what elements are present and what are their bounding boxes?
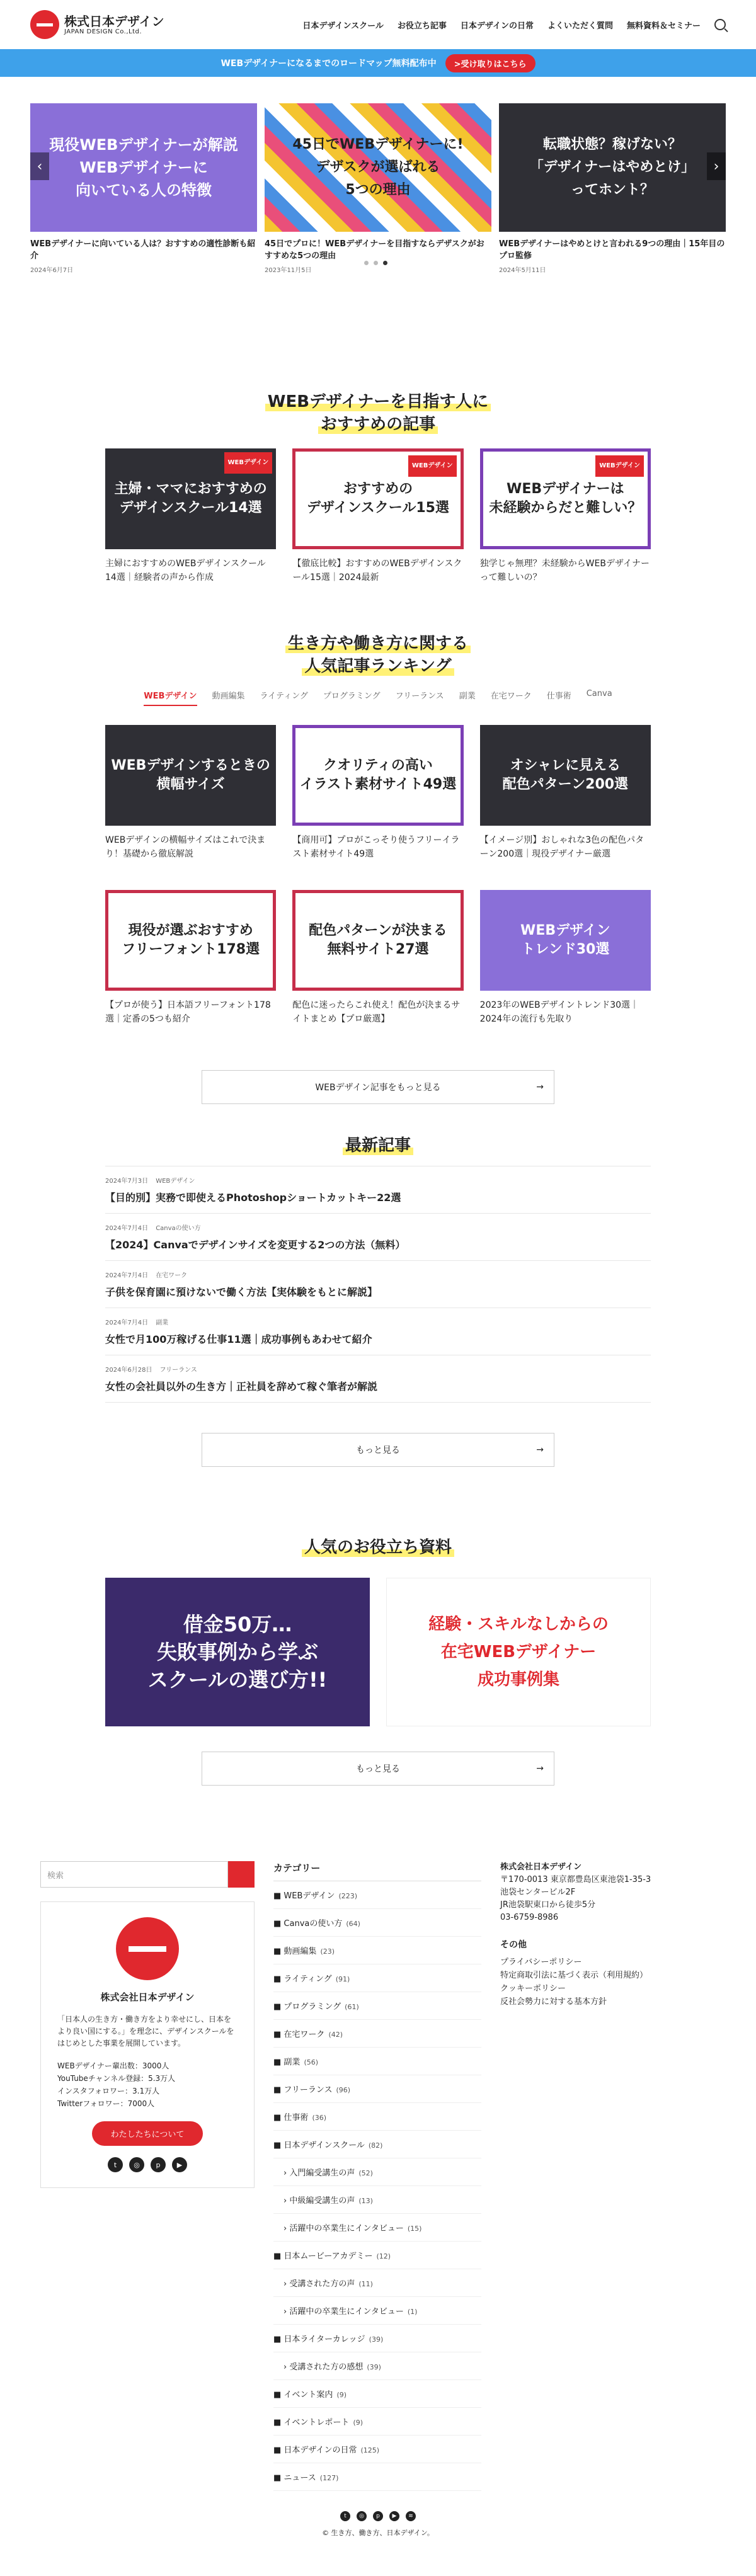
category-item[interactable] xyxy=(273,2131,481,2158)
folder-icon: ■ xyxy=(273,1919,284,1929)
category-item[interactable] xyxy=(273,2297,481,2325)
slider-prev-icon[interactable]: ‹ xyxy=(30,152,49,180)
chevron-right-icon: › xyxy=(284,2307,290,2317)
category-item[interactable] xyxy=(273,2352,481,2380)
copyright: © 生き方、働き方、日本デザイン。 xyxy=(322,2529,434,2537)
category-item[interactable] xyxy=(273,1964,481,1992)
ranking-section xyxy=(0,632,756,1104)
article-card[interactable] xyxy=(292,725,463,861)
category-label: 日本ムービーアカデミー xyxy=(284,2252,373,2261)
category-count: (127) xyxy=(319,2474,339,2482)
category-count: (9) xyxy=(336,2391,347,2399)
slide-date: 2024年6月7日 xyxy=(30,267,74,274)
footer-link-antisocial[interactable]: 反社会勢力に対する基本方針 xyxy=(500,1997,607,2007)
category-item[interactable] xyxy=(273,2075,481,2103)
site-footer xyxy=(0,1861,756,2491)
ranking-title: 生き方や働き方に関する 人気記事ランキング xyxy=(0,632,756,678)
card-title[interactable]: 独学じゃ無理？未経験からWEBデザイナーって難しいの？ xyxy=(479,559,650,583)
category-tabs xyxy=(0,689,756,706)
nav-item-school[interactable]: 日本デザインスクール xyxy=(302,21,384,31)
category-label: 日本ライターカレッジ xyxy=(284,2335,365,2344)
category-item[interactable] xyxy=(273,1881,481,1909)
youtube-icon[interactable]: ▶ xyxy=(172,2157,187,2172)
chevron-right-icon: › xyxy=(284,2279,290,2289)
card-thumbnail: WEBデザイナーは 未経験からだと難しい？ WEBデザイン xyxy=(480,448,651,549)
profile-card xyxy=(40,1901,255,2188)
folder-icon: ■ xyxy=(273,2252,284,2261)
card-thumbnail: おすすめの デザインスクール15選 WEBデザイン xyxy=(292,448,463,549)
post-category[interactable]: 副業 xyxy=(156,1319,169,1326)
category-label: ライティング xyxy=(284,1975,332,1984)
post-category[interactable]: WEBデザイン xyxy=(156,1178,195,1185)
slide-title[interactable]: WEBデザイナーはやめとけと言われる9つの理由｜15年目のプロ監修 xyxy=(499,239,725,261)
rss-icon[interactable]: ≋ xyxy=(406,2511,416,2521)
post-date: 2024年7月4日 xyxy=(105,1272,149,1279)
category-count: (52) xyxy=(358,2169,373,2177)
folder-icon: ■ xyxy=(273,2058,284,2067)
slide-item[interactable] xyxy=(265,103,491,274)
category-label: 入門編受講生の声 xyxy=(289,2169,355,2178)
folder-icon: ■ xyxy=(273,1947,284,1956)
category-label: 活躍中の卒業生にインタビュー xyxy=(289,2224,404,2233)
slide-thumbnail: 転職状態？稼げない？ 「デザイナーはやめとけ」 ってホント？ xyxy=(499,103,726,232)
category-label: 副業 xyxy=(284,2058,301,2067)
category-item[interactable] xyxy=(273,2408,481,2436)
arrow-right-icon: → xyxy=(536,1445,544,1455)
category-item[interactable] xyxy=(273,2436,481,2463)
category-label: 日本デザインの日常 xyxy=(284,2446,357,2455)
category-item[interactable] xyxy=(273,2242,481,2269)
card-title[interactable]: 【プロが使う】日本語フリーフォント178選｜定番の5つも紹介 xyxy=(105,1000,271,1024)
folder-icon: ■ xyxy=(273,2473,284,2483)
recommend-section xyxy=(0,390,756,584)
tab-programming[interactable]: プログラミング xyxy=(323,692,381,701)
slider-next-icon[interactable]: › xyxy=(707,152,726,180)
post-date: 2024年7月4日 xyxy=(105,1319,149,1326)
twitter-icon[interactable]: t xyxy=(340,2511,350,2521)
category-item[interactable] xyxy=(273,2103,481,2131)
category-label: Canvaの使い方 xyxy=(284,1919,343,1929)
chevron-right-icon: › xyxy=(284,2196,290,2206)
slide-date: 2023年11月5日 xyxy=(265,267,312,274)
folder-icon: ■ xyxy=(273,2335,284,2344)
slider-dots xyxy=(364,261,387,265)
slider-dot[interactable] xyxy=(364,261,369,265)
card-thumbnail: WEBデザイン トレンド30選 xyxy=(480,890,651,991)
post-category[interactable]: 在宅ワーク xyxy=(156,1272,188,1279)
resource-banner[interactable]: 借金50万… 失敗事例から学ぶ スクールの選び方!! xyxy=(105,1578,370,1726)
recommend-title: WEBデザイナーを目指す人に おすすめの記事 xyxy=(0,390,756,436)
tab-remote[interactable]: 在宅ワーク xyxy=(490,692,532,701)
category-item[interactable] xyxy=(273,2186,481,2214)
category-label: 動画編集 xyxy=(284,1947,317,1956)
tab-freelance[interactable]: フリーランス xyxy=(395,692,444,701)
footer-link-privacy[interactable]: プライバシーポリシー xyxy=(500,1958,582,1967)
category-label: WEBデザイン xyxy=(284,1891,335,1901)
article-card[interactable] xyxy=(105,890,276,1026)
category-item[interactable] xyxy=(273,1992,481,2020)
footer-social-links xyxy=(0,2511,756,2521)
card-thumbnail: クオリティの高い イラスト素材サイト49選 xyxy=(292,725,463,826)
category-count: (36) xyxy=(312,2114,327,2122)
site-logo[interactable] xyxy=(30,10,164,39)
phone-number[interactable]: 03-6759-8986 xyxy=(500,1913,559,1922)
category-count: (64) xyxy=(346,1920,360,1928)
post-category[interactable]: フリーランス xyxy=(159,1367,197,1374)
list-item[interactable] xyxy=(105,1214,651,1261)
footer-bottom xyxy=(0,2511,756,2538)
category-count: (125) xyxy=(360,2446,380,2454)
card-title[interactable]: 【商用可】プロがこっそり使うフリーイラスト素材サイト49選 xyxy=(292,835,460,859)
category-count: (223) xyxy=(338,1892,358,1900)
category-count: (61) xyxy=(345,2003,359,2011)
category-item[interactable] xyxy=(273,2048,481,2075)
pinterest-icon[interactable]: p xyxy=(151,2157,166,2172)
category-badge: WEBデザイン xyxy=(408,455,457,477)
folder-icon: ■ xyxy=(273,2418,284,2427)
slide-thumbnail: 45日でWEBデザイナーに! デザスクが選ばれる 5つの理由 xyxy=(265,103,491,232)
tab-canva[interactable]: Canva xyxy=(586,689,612,698)
folder-icon: ■ xyxy=(273,2085,284,2095)
post-category[interactable]: Canvaの使い方 xyxy=(156,1225,201,1232)
slider-dot[interactable] xyxy=(374,261,378,265)
category-item[interactable] xyxy=(273,1937,481,1964)
slide-title[interactable]: 45日でプロに！WEBデザイナーを目指すならデザスクがおすすめな5つの理由 xyxy=(265,239,484,261)
pinterest-icon[interactable]: p xyxy=(373,2511,383,2521)
category-count: (82) xyxy=(368,2141,383,2150)
more-latest-button[interactable]: もっと見る → xyxy=(202,1433,554,1467)
post-date: 2024年7月4日 xyxy=(105,1225,149,1232)
post-date: 2024年6月28日 xyxy=(105,1367,152,1374)
list-item[interactable] xyxy=(105,1166,651,1214)
social-links xyxy=(57,2157,238,2172)
logo-title: 株式日本デザイン xyxy=(64,13,164,29)
slide-item[interactable] xyxy=(30,103,257,274)
category-list xyxy=(273,1881,481,2491)
card-title[interactable]: 配色に迷ったらこれ使え！配色が決まるサイトまとめ【プロ厳選】 xyxy=(292,1000,461,1024)
nav-item-faq[interactable]: よくいただく質問 xyxy=(547,21,613,31)
slide-date: 2024年5月11日 xyxy=(499,267,546,274)
chevron-right-icon: › xyxy=(284,2362,290,2372)
category-count: (39) xyxy=(367,2363,381,2371)
article-card[interactable] xyxy=(105,725,276,861)
category-count: (39) xyxy=(369,2335,384,2344)
category-count: (1) xyxy=(407,2308,418,2316)
article-card[interactable] xyxy=(480,890,651,1026)
category-count: (11) xyxy=(358,2280,373,2288)
article-card[interactable] xyxy=(105,448,276,584)
folder-icon: ■ xyxy=(273,2030,284,2039)
tab-writing[interactable]: ライティング xyxy=(260,692,308,701)
post-title[interactable]: 女性の会社員以外の生き方｜正社員を辞めて稼ぐ筆者が解説 xyxy=(105,1381,378,1393)
profile-stats: WEBデザイナー輩出数：3000人 YouTubeチャンネル登録：5.3万人 インスタフォロワー：3.1万人 Twitterフォロワー：7000人 xyxy=(57,2061,176,2108)
category-count: (9) xyxy=(353,2419,364,2427)
banner-button[interactable]: >受け取りはこちら xyxy=(445,54,536,72)
list-item[interactable] xyxy=(105,1355,651,1403)
category-item[interactable] xyxy=(273,2325,481,2352)
list-item[interactable] xyxy=(105,1308,651,1355)
folder-icon: ■ xyxy=(273,2446,284,2455)
tab-video[interactable]: 動画編集 xyxy=(212,692,245,701)
featured-slider xyxy=(0,77,756,272)
latest-section xyxy=(0,1134,756,1467)
youtube-icon[interactable]: ▶ xyxy=(389,2511,399,2521)
article-card[interactable] xyxy=(480,448,651,584)
category-item[interactable] xyxy=(273,2214,481,2242)
category-label: 在宅ワーク xyxy=(284,2030,325,2039)
profile-desc: 「日本人の生き方・働き方をより幸せにし、日本をより良い国にする。」を理念に、デザインスクールをはじめとした事業を展開しています。 xyxy=(57,2015,234,2048)
chevron-right-icon: › xyxy=(284,2224,290,2233)
category-label: 日本デザインスクール xyxy=(284,2141,365,2150)
category-count: (23) xyxy=(320,1947,335,1956)
other-heading: その他 xyxy=(500,1940,527,1950)
profile-name: 株式会社日本デザイン xyxy=(100,1992,195,2003)
search-icon[interactable] xyxy=(714,19,726,30)
category-item[interactable] xyxy=(273,2020,481,2048)
card-title[interactable]: 【徹底比較】おすすめのWEBデザインスクール15選｜2024最新 xyxy=(292,559,462,583)
slide-title[interactable]: WEBデザイナーに向いている人は？おすすめの適性診断も紹介 xyxy=(30,239,256,261)
post-date: 2024年7月3日 xyxy=(105,1178,149,1185)
resources-section xyxy=(0,1536,756,1786)
main-nav xyxy=(302,19,726,31)
category-item[interactable] xyxy=(273,2269,481,2297)
twitter-icon[interactable]: t xyxy=(108,2157,123,2172)
promo-banner[interactable] xyxy=(0,49,756,77)
arrow-right-icon: → xyxy=(536,1082,544,1092)
folder-icon: ■ xyxy=(273,1975,284,1984)
category-count: (13) xyxy=(358,2197,373,2205)
category-badge: WEBデザイン xyxy=(595,455,644,477)
search-icon[interactable] xyxy=(228,1861,255,1888)
category-label: ニュース xyxy=(284,2473,316,2483)
avatar xyxy=(116,1917,179,1980)
article-card[interactable] xyxy=(292,890,463,1026)
tab-worktips[interactable]: 仕事術 xyxy=(546,692,571,701)
logo-icon xyxy=(30,10,59,39)
category-label: 活躍中の卒業生にインタビュー xyxy=(289,2307,404,2317)
chevron-right-icon: › xyxy=(284,2169,290,2178)
footer-link-cookie[interactable]: クッキーポリシー xyxy=(500,1984,566,1993)
arrow-right-icon: → xyxy=(536,1764,544,1774)
post-title[interactable]: 【目的別】実務で即使えるPhotoshopショートカットキー22選 xyxy=(105,1192,401,1204)
post-title[interactable]: 【2024】Canvaでデザインサイズを変更する2つの方法（無料） xyxy=(105,1239,406,1251)
more-resources-button[interactable]: もっと見る → xyxy=(202,1752,554,1786)
category-label: イベント案内 xyxy=(284,2390,333,2400)
footer-link-terms[interactable]: 特定商取引法に基づく表示（利用規約） xyxy=(500,1971,648,1980)
nav-item-articles[interactable]: お役立ち記事 xyxy=(397,21,447,31)
tab-sidejob[interactable]: 副業 xyxy=(459,692,476,701)
category-label: フリーランス xyxy=(284,2085,333,2095)
resource-banner[interactable]: 経験・スキルなしからの 在宅WEBデザイナー 成功事例集 xyxy=(386,1578,651,1726)
card-thumbnail: 配色パターンが決まる 無料サイト27選 xyxy=(292,890,463,991)
article-card[interactable] xyxy=(292,448,463,584)
category-count: (96) xyxy=(336,2086,351,2094)
latest-title: 最新記事 xyxy=(0,1134,756,1157)
category-count: (42) xyxy=(328,2031,343,2039)
category-count: (15) xyxy=(407,2225,422,2233)
search-input[interactable]: 検索 xyxy=(40,1861,228,1888)
instagram-icon[interactable]: ◎ xyxy=(357,2511,367,2521)
more-webdesign-button[interactable]: WEBデザイン記事をもっと見る → xyxy=(202,1070,554,1104)
post-title[interactable]: 女性で月100万稼げる仕事11選｜成功事例もあわせて紹介 xyxy=(105,1333,372,1345)
card-thumbnail: 主婦・ママにおすすめの デザインスクール14選 WEBデザイン xyxy=(105,448,276,549)
folder-icon: ■ xyxy=(273,2141,284,2150)
nav-item-daily[interactable]: 日本デザインの日常 xyxy=(460,21,534,31)
card-title[interactable]: 主婦におすすめのWEBデザインスクール14選｜経験者の声から作成 xyxy=(105,559,266,583)
tab-webdesign[interactable]: WEBデザイン xyxy=(144,689,197,706)
instagram-icon[interactable]: ◎ xyxy=(129,2157,144,2172)
card-thumbnail: WEBデザインするときの 横幅サイズ xyxy=(105,725,276,826)
category-item[interactable] xyxy=(273,1909,481,1937)
category-label: 仕事術 xyxy=(284,2113,309,2123)
folder-icon: ■ xyxy=(273,1891,284,1901)
banner-text: WEBデザイナーになるまでのロードマップ無料配布中 xyxy=(220,59,437,69)
category-count: (56) xyxy=(304,2058,319,2066)
category-item[interactable] xyxy=(273,2463,481,2491)
category-label: イベントレポート xyxy=(284,2418,350,2427)
category-item[interactable] xyxy=(273,2380,481,2408)
folder-icon: ■ xyxy=(273,2002,284,2012)
folder-icon: ■ xyxy=(273,2113,284,2123)
nav-item-seminar[interactable]: 無料資料＆セミナー xyxy=(626,21,701,31)
category-heading: カテゴリー xyxy=(273,1861,481,1881)
site-header xyxy=(0,0,756,49)
category-count: (12) xyxy=(376,2252,391,2260)
card-thumbnail: 現役が選ぶおすすめ フリーフォント178選 xyxy=(105,890,276,991)
card-title[interactable]: WEBデザインの横幅サイズはこれで決まり！基礎から徹底解説 xyxy=(105,835,266,859)
about-us-button[interactable]: わたしたちについて xyxy=(92,2121,203,2146)
category-label: 中級編受講生の声 xyxy=(289,2196,355,2206)
company-info: 株式会社日本デザイン 〒170-0013 東京都豊島区東池袋1-35-3 池袋センタービル2F JR池袋駅東口から徒歩5分 03-6759-8986 xyxy=(500,1861,689,1924)
category-badge: WEBデザイン xyxy=(224,452,273,474)
resources-title: 人気のお役立ち資料 xyxy=(0,1536,756,1559)
footer-search xyxy=(40,1861,255,1888)
category-count: (91) xyxy=(335,1975,350,1983)
article-card[interactable] xyxy=(480,725,651,861)
logo-subtitle: JAPAN DESIGN Co.,Ltd. xyxy=(64,28,142,35)
post-title[interactable]: 子供を保育園に預けないで働く方法【実体験をもとに解説】 xyxy=(105,1286,378,1298)
category-item[interactable] xyxy=(273,2158,481,2186)
card-title[interactable]: 【イメージ別】おしゃれな3色の配色パターン200選｜現役デザイナー厳選 xyxy=(479,835,644,859)
folder-icon: ■ xyxy=(273,2390,284,2400)
card-thumbnail: オシャレに見える 配色パターン200選 xyxy=(480,725,651,826)
slider-dot[interactable] xyxy=(383,261,387,265)
category-label: 受講された方の感想 xyxy=(289,2362,364,2372)
category-label: 受講された方の声 xyxy=(289,2279,355,2289)
list-item[interactable] xyxy=(105,1261,651,1308)
card-title[interactable]: 2023年のWEBデザイントレンド30選｜2024年の流行も先取り xyxy=(479,1000,639,1024)
slide-thumbnail: 現役WEBデザイナーが解説 WEBデザイナーに 向いている人の特徴 xyxy=(30,103,257,232)
category-label: プログラミング xyxy=(284,2002,341,2012)
slide-item[interactable] xyxy=(499,103,726,274)
